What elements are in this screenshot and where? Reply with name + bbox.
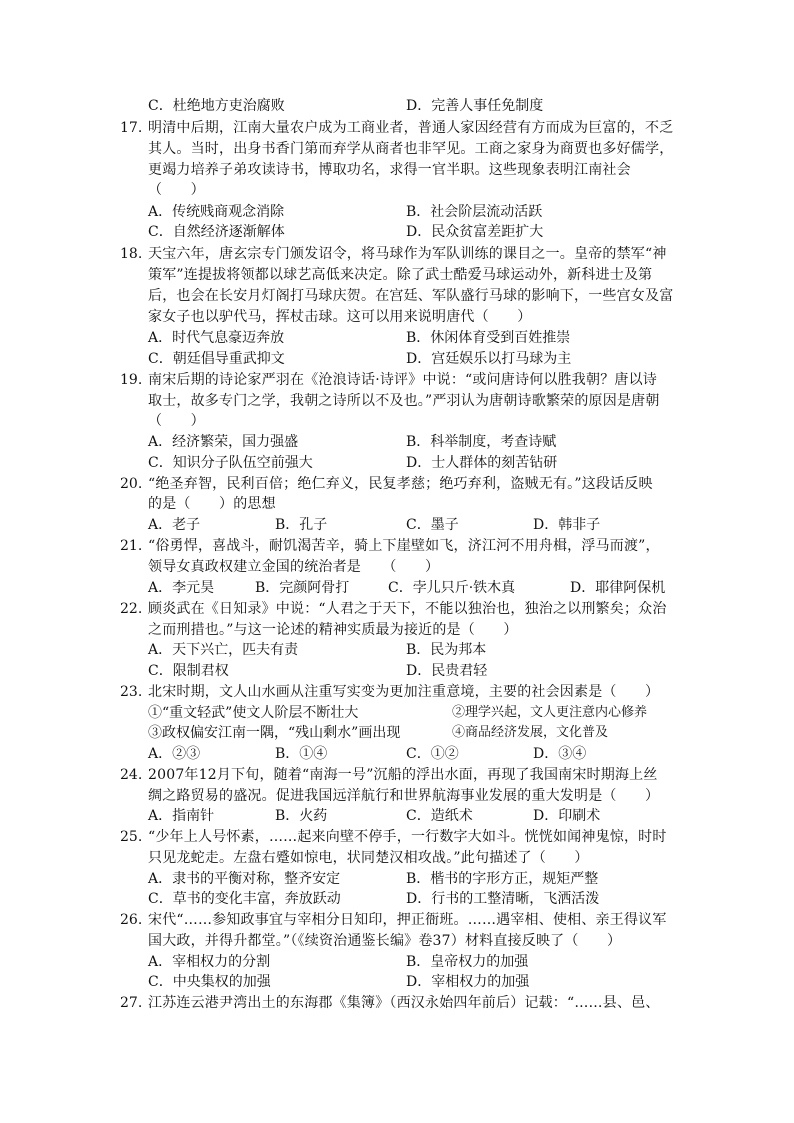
option-a: A．②③ (148, 746, 201, 762)
option-c: C．知识分子队伍空前强大 (148, 455, 313, 471)
option-a: A．时代气息豪迈奔放 (148, 330, 285, 346)
option-b: B．完颜阿骨打 (255, 580, 350, 596)
option-c: C．孛儿只斤·铁木真 (388, 580, 516, 596)
option-c: C．杜绝地方吏治腐败 (148, 98, 285, 114)
statement-2: ②理学兴起，文人更注意内心修养 (452, 705, 648, 720)
answer-blank: （ ） (148, 413, 205, 429)
question-text: 更竭力培养子弟攻读诗书，博取功名，求得一官半职。这些现象表明江南社会 (148, 162, 631, 178)
option-b: B．社会阶层流动活跃 (406, 204, 543, 220)
question-text: 天宝六年，唐玄宗专门颁发诏令，将马球作为军队训练的课目之一。皇帝的禁军“神 (148, 246, 667, 262)
question-number: 19. (120, 372, 143, 388)
statement-3: ③政权偏安江南一隅，“残山剩水”画出现 (148, 725, 401, 741)
option-a: A．宰相权力的分割 (148, 954, 271, 970)
option-b: B．楷书的字形方正，规矩严整 (406, 871, 599, 887)
option-d: D．行书的工整清晰，飞洒活泼 (406, 891, 600, 907)
question-text: 国大政，并得升都堂。”（《续资治通鉴长编》卷37）材料直接反映了（ ） (148, 933, 622, 949)
question-text: 只见龙蛇走。左盘右蹙如惊电，状同楚汉相攻战。”此句描述了（ ） (148, 850, 589, 866)
option-c: C．草书的变化丰富，奔放跃动 (148, 891, 341, 907)
option-c: C．自然经济逐渐解体 (148, 224, 285, 240)
question-text: 后，也会在长安月灯阁打马球庆贺。在宫廷、军队盛行马球的影响下，一些宫女及富 (148, 288, 674, 304)
option-b: B．民为邦本 (406, 642, 487, 658)
question-text: 领导女真政权建立金国的统治者是 （ ） (148, 559, 440, 575)
option-c: C．朝廷倡导重武抑文 (148, 351, 285, 367)
option-b: B．孔子 (275, 517, 328, 533)
question-number: 17. (120, 120, 143, 136)
option-a: A．隶书的平衡对称，整齐安定 (148, 871, 341, 887)
option-d: D．③④ (533, 746, 587, 762)
question-text: 2007年12月下旬，随着“南海一号”沉船的浮出水面，再现了我国南宋时期海上丝 (148, 767, 658, 783)
question-text: 南宋后期的诗论家严羽在《沧浪诗话·诗评》中说：“或问唐诗何以胜我朝？唐以诗 (148, 372, 658, 388)
option-b: B．休闲体育受到百姓推崇 (406, 330, 571, 346)
question-text: 策军”连提拔将领都以球艺高低来决定。除了武士酷爱马球运动外，新科进士及第 (148, 267, 653, 283)
option-d: D．耶律阿保机 (570, 580, 666, 596)
question-text: 绸之路贸易的盛况。促进我国远洋航行和世界航海事业发展的重大发明是（ ） (148, 788, 660, 804)
question-text: “绝圣弃智，民利百倍；绝仁弃义，民复孝慈；绝巧弃利，盗贼无有。”这段话反映 (148, 476, 653, 492)
option-a: A．老子 (148, 517, 201, 533)
question-text: “少年上人号怀素，……起来向壁不停手，一行数字大如斗。恍恍如闻神鬼惊，时时 (148, 829, 667, 845)
question-number: 20. (120, 476, 143, 492)
question-number: 22. (120, 601, 143, 617)
option-c: C．限制君权 (148, 663, 229, 679)
question-number: 25. (120, 829, 143, 845)
question-number: 24. (120, 767, 143, 783)
question-number: 26. (120, 912, 143, 928)
question-text: 取士，故多专门之学，我朝之诗所以不及也。”严羽认为唐朝诗歌繁荣的原因是唐朝 (148, 393, 660, 409)
question-text: 之而刑措也。”与这一论述的精神实质最为接近的是（ ） (148, 622, 518, 638)
option-a: A．天下兴亡，匹夫有责 (148, 642, 299, 658)
option-c: C．①② (406, 746, 459, 762)
answer-blank: （ ） (148, 182, 205, 198)
option-a: A．指南针 (148, 808, 215, 824)
option-c: C．中央集权的加强 (148, 974, 271, 990)
option-d: D．士人群体的刻苦钻研 (406, 455, 558, 471)
question-text: 顾炎武在《日知录》中说：“人君之于天下，不能以独治也，独治之以刑繁矣；众治 (148, 601, 667, 617)
question-text: 宋代“……参知政事宜与宰相分日知印，押正衙班。……遇宰相、使相、亲王得议军 (148, 912, 667, 928)
option-d: D．韩非子 (533, 517, 601, 533)
question-number: 21. (120, 538, 143, 554)
option-b: B．火药 (275, 808, 328, 824)
statement-4: ④商品经济发展，文化普及 (452, 725, 609, 740)
question-number: 23. (120, 684, 143, 700)
option-d: D．民众贫富差距扩大 (406, 224, 544, 240)
option-b: B．科举制度，考查诗赋 (406, 434, 557, 450)
option-b: B．①④ (275, 746, 328, 762)
question-text: “俗勇悍，喜战斗，耐饥渴苦辛，骑上下崖壁如飞，济江河不用舟楫，浮马而渡”， (148, 538, 660, 554)
option-a: A．经济繁荣，国力强盛 (148, 434, 299, 450)
question-text: 家女子也以驴代马，挥杖击球。这可以用来说明唐代（ ） (148, 309, 532, 325)
option-a: A．李元昊 (148, 580, 215, 596)
option-d: D．宰相权力的加强 (406, 974, 530, 990)
question-text: 的是（ ）的思想 (148, 496, 276, 512)
question-number: 18. (120, 246, 143, 262)
question-text: 北宋时期，文人山水画从注重写实变为更加注重意境，主要的社会因素是（ ） (148, 684, 660, 700)
question-text: 其人。当时，出身书香门第而弃学从商者也非罕见。工商之家身为商贾也多好儒学， (148, 141, 674, 157)
option-c: C．造纸术 (406, 808, 473, 824)
statement-1: ①“重文轻武”使文人阶层不断壮大 (148, 705, 359, 721)
option-d: D．印刷术 (533, 808, 601, 824)
option-a: A．传统贱商观念消除 (148, 204, 285, 220)
question-text: 明清中后期，江南大量农户成为工商业者，普通人家因经营有方而成为巨富的，不乏 (148, 120, 674, 136)
option-c: C．墨子 (406, 517, 459, 533)
question-text: 江苏连云港尹湾出土的东海郡《集簿》（西汉永始四年前后）记载：“……县、邑、 (148, 995, 660, 1011)
option-d: D．宫廷娱乐以打马球为主 (406, 351, 572, 367)
question-number: 27. (120, 995, 143, 1011)
option-d: D．民贵君轻 (406, 663, 488, 679)
option-d: D．完善人事任免制度 (406, 98, 544, 114)
option-b: B．皇帝权力的加强 (406, 954, 529, 970)
